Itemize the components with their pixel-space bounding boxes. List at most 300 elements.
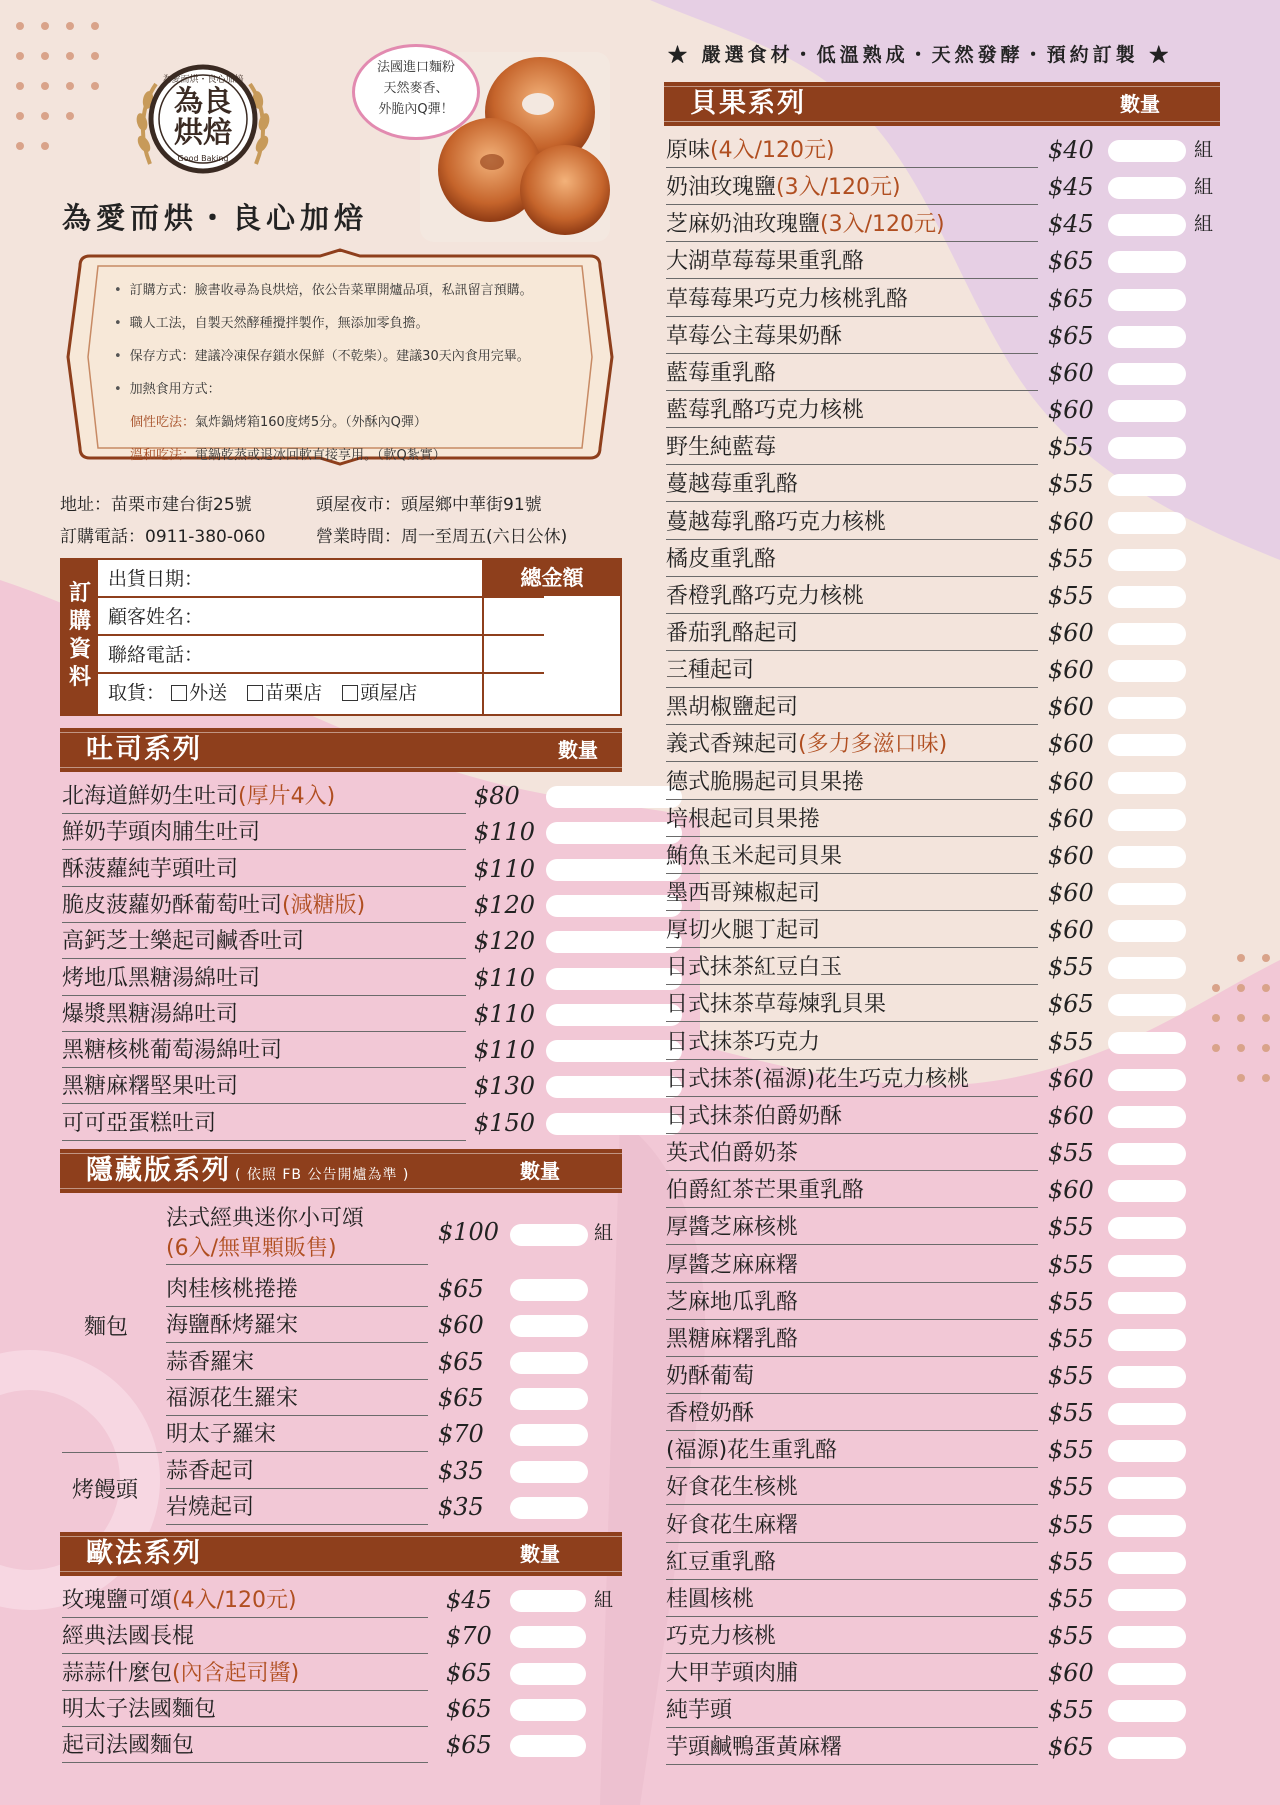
item-name-text: 蔓越莓乳酪巧克力核桃 xyxy=(666,509,887,535)
item-name xyxy=(666,1731,1038,1765)
menu-item-row xyxy=(666,1731,1226,1764)
menu-item-row xyxy=(666,357,1226,390)
item-name xyxy=(666,506,1038,540)
quantity-input[interactable] xyxy=(1108,1329,1186,1351)
item-name xyxy=(62,1034,466,1068)
option-label: 苗栗店 xyxy=(265,682,323,704)
quantity-input[interactable] xyxy=(510,1497,588,1519)
notice-text xyxy=(114,274,584,472)
quantity-input[interactable] xyxy=(1108,846,1186,868)
item-price: $60 xyxy=(1048,618,1094,647)
item-name-text: 經典法國長棍 xyxy=(62,1624,195,1650)
quantity-input[interactable] xyxy=(546,1076,682,1098)
qty-label: 數量 xyxy=(520,1159,560,1183)
quantity-input[interactable] xyxy=(510,1224,588,1246)
menu-item-row xyxy=(62,853,622,886)
menu-item-row xyxy=(666,951,1226,984)
item-name-text: 好食花生麻糬 xyxy=(666,1512,799,1538)
quantity-input[interactable] xyxy=(1108,140,1186,162)
item-name-text: 義式香辣起司 xyxy=(666,732,799,758)
section-title-text: 隱藏版系列 xyxy=(86,1155,231,1186)
logo-line-2: 烘焙 xyxy=(173,115,232,149)
menu-item-row xyxy=(666,728,1226,761)
quantity-input[interactable] xyxy=(546,786,682,808)
item-name-text: 日式抹茶巧克力 xyxy=(666,1029,821,1055)
quantity-input[interactable] xyxy=(1108,809,1186,831)
menu-item-row xyxy=(666,766,1226,799)
item-name xyxy=(62,1729,428,1763)
item-name-text: 明太子羅宋 xyxy=(166,1422,277,1448)
menu-item-row xyxy=(62,780,622,813)
quantity-input[interactable] xyxy=(546,968,682,990)
item-name-text: 番茄乳酪起司 xyxy=(666,620,799,646)
option-touwu-store[interactable] xyxy=(342,682,417,704)
menu-item-row xyxy=(166,1273,622,1306)
item-name xyxy=(166,1273,428,1307)
business-hours: 營業時間：周一至周五(六日公休) xyxy=(316,527,568,547)
item-name-text: 海鹽酥烤羅宋 xyxy=(166,1313,299,1339)
item-name xyxy=(666,1026,1038,1060)
menu-item-row xyxy=(166,1418,622,1451)
quantity-input[interactable] xyxy=(546,822,682,844)
item-name-text: 岩燒起司 xyxy=(166,1494,255,1520)
item-name xyxy=(666,1434,1038,1468)
item-price: $150 xyxy=(474,1108,536,1137)
item-name xyxy=(666,654,1038,688)
contact-phone-field[interactable]: 聯絡電話： xyxy=(98,636,544,674)
ship-date-field[interactable]: 出貨日期： xyxy=(98,560,544,598)
item-name-text: 奶酥葡萄 xyxy=(666,1363,755,1389)
section-euro-header xyxy=(60,1532,622,1576)
item-name xyxy=(666,394,1038,428)
quantity-input[interactable] xyxy=(546,1004,682,1026)
quantity-input[interactable] xyxy=(1108,623,1186,645)
menu-item-row xyxy=(666,1360,1226,1393)
item-name xyxy=(62,1620,428,1654)
item-name-text: 日式抹茶(福源)花生巧克力核桃 xyxy=(666,1066,970,1092)
item-name-text: 香橙奶酥 xyxy=(666,1401,755,1427)
menu-item-row xyxy=(62,1693,622,1726)
menu-item-row xyxy=(166,1455,622,1488)
item-price: $55 xyxy=(1048,470,1094,499)
item-price: $65 xyxy=(1048,247,1094,276)
menu-item-row xyxy=(62,925,622,958)
menu-item-row xyxy=(166,1382,622,1415)
item-price: $55 xyxy=(1048,1584,1094,1613)
quantity-input[interactable] xyxy=(1108,251,1186,273)
item-name-text: 北海道鮮奶生吐司 xyxy=(62,784,239,809)
item-price: $55 xyxy=(1048,1287,1094,1316)
menu-item-row xyxy=(666,1137,1226,1170)
menu-item-row xyxy=(666,1026,1226,1059)
menu-item-row xyxy=(666,580,1226,613)
menu-item-row xyxy=(666,245,1226,278)
menu-item-row xyxy=(666,1434,1226,1467)
item-name-text: 野生純藍莓 xyxy=(666,435,777,461)
quantity-input[interactable] xyxy=(510,1626,586,1648)
quantity-input[interactable] xyxy=(1108,1552,1186,1574)
item-name-text: 明太子法國麵包 xyxy=(62,1696,217,1722)
item-price: $60 xyxy=(1048,804,1094,833)
checkbox-icon[interactable] xyxy=(342,685,358,701)
menu-item-row xyxy=(666,171,1226,204)
quantity-input[interactable] xyxy=(546,931,682,953)
item-name-text: 芋頭鹹鴨蛋黃麻糬 xyxy=(666,1735,843,1761)
item-name-text: 芝麻地瓜乳酪 xyxy=(666,1289,799,1315)
item-price: $60 xyxy=(1048,879,1094,907)
menu-item-row xyxy=(666,617,1226,650)
quantity-input[interactable] xyxy=(546,1113,682,1135)
qty-label: 數量 xyxy=(1120,92,1160,116)
menu-item-row xyxy=(62,1584,622,1617)
item-price: $45 xyxy=(1048,173,1094,202)
item-price: $65 xyxy=(438,1383,484,1412)
menu-item-row xyxy=(666,1694,1226,1727)
item-price: $110 xyxy=(474,963,536,992)
option-miaoli-store[interactable] xyxy=(247,682,322,704)
item-name-text: 英式伯爵奶茶 xyxy=(666,1141,799,1167)
item-name-text: 草莓公主莓果奶酥 xyxy=(666,323,843,349)
menu-item-row xyxy=(666,1100,1226,1133)
menu-item-row xyxy=(666,468,1226,501)
quantity-input[interactable] xyxy=(510,1735,586,1757)
quantity-input[interactable] xyxy=(1108,697,1186,719)
item-name xyxy=(62,962,466,996)
item-name xyxy=(666,1620,1038,1654)
pickup-label: 取貨： xyxy=(108,682,166,704)
menu-item-row xyxy=(666,431,1226,464)
quantity-input[interactable] xyxy=(546,1040,682,1062)
item-name xyxy=(666,1063,1038,1097)
quantity-input[interactable] xyxy=(1108,1217,1186,1239)
menu-item-row xyxy=(166,1491,622,1524)
quantity-input[interactable] xyxy=(1108,920,1186,942)
item-name-text: 鮪魚玉米起司貝果 xyxy=(666,843,843,869)
item-name-text: 黑糖麻糬堅果吐司 xyxy=(62,1074,239,1100)
item-name xyxy=(666,803,1038,837)
item-name xyxy=(666,468,1038,502)
item-name xyxy=(666,357,1038,391)
quantity-input[interactable] xyxy=(1108,994,1186,1016)
item-price: $60 xyxy=(1048,916,1094,945)
item-price: $55 xyxy=(1048,1213,1094,1242)
menu-item-row xyxy=(62,1107,622,1140)
quantity-input[interactable] xyxy=(1108,957,1186,979)
quantity-input[interactable] xyxy=(1108,1255,1186,1277)
unit-label: 組 xyxy=(594,1222,614,1244)
item-name-text: 草莓莓果巧克力核桃乳酪 xyxy=(666,286,909,312)
menu-item-row xyxy=(666,803,1226,836)
item-name xyxy=(62,925,466,959)
qty-label: 數量 xyxy=(520,1542,560,1566)
item-name-text: 純芋頭 xyxy=(666,1698,733,1724)
item-extra-text: (4入/120元) xyxy=(710,138,835,163)
item-extra-text: (6入/無單顆販售) xyxy=(166,1236,337,1261)
group-label-bread: 麵包 xyxy=(84,1315,129,1340)
menu-item-row xyxy=(666,506,1226,539)
item-price: $35 xyxy=(438,1492,484,1521)
item-price: $45 xyxy=(1048,210,1094,239)
menu-item-row xyxy=(62,962,622,995)
item-name xyxy=(666,840,1038,874)
item-name xyxy=(666,1360,1038,1394)
item-name-text: 玫瑰鹽可頌 xyxy=(62,1588,173,1613)
item-price: $60 xyxy=(1048,841,1094,870)
notice-sub-label: 個性吃法： xyxy=(130,415,196,430)
notice-sub-label: 溫和吃法： xyxy=(130,448,196,463)
menu-item-row xyxy=(666,1471,1226,1504)
item-name-text: 黑糖麻糬乳酪 xyxy=(666,1326,799,1352)
quantity-input[interactable] xyxy=(1108,883,1186,905)
quantity-input[interactable] xyxy=(510,1590,586,1612)
item-price: $55 xyxy=(1048,1361,1094,1390)
menu-item-row xyxy=(666,1323,1226,1356)
order-form xyxy=(60,558,622,716)
item-price: $55 xyxy=(1048,1250,1094,1279)
item-price: $55 xyxy=(1048,1027,1094,1056)
order-label-char: 購 xyxy=(68,609,91,634)
item-price: $70 xyxy=(446,1622,492,1651)
quantity-input[interactable] xyxy=(1108,214,1186,236)
item-name xyxy=(666,988,1038,1022)
item-price: $60 xyxy=(438,1311,484,1340)
quantity-input[interactable] xyxy=(1108,474,1186,496)
menu-item-row xyxy=(666,1546,1226,1579)
quantity-input[interactable] xyxy=(1108,1589,1186,1611)
item-name xyxy=(666,171,1038,205)
quantity-input[interactable] xyxy=(1108,289,1186,311)
item-name-text: 紅豆重乳酪 xyxy=(666,1549,777,1575)
menu-item-row xyxy=(666,1286,1226,1319)
bubble-line-3: 外脆內Q彈！ xyxy=(378,102,454,117)
quantity-input[interactable] xyxy=(1108,1663,1186,1685)
item-price: $110 xyxy=(474,1036,536,1065)
item-price: $70 xyxy=(438,1420,484,1449)
quantity-input[interactable] xyxy=(1108,1069,1186,1091)
unit-label: 組 xyxy=(594,1589,614,1611)
quantity-input[interactable] xyxy=(510,1315,588,1337)
quantity-input[interactable] xyxy=(546,895,682,917)
item-name-text: 脆皮菠蘿奶酥葡萄吐司 xyxy=(62,892,283,918)
item-name xyxy=(666,320,1038,354)
item-price: $55 xyxy=(1048,581,1094,610)
item-name-text: 可可亞蛋糕吐司 xyxy=(62,1110,217,1136)
item-name xyxy=(166,1382,428,1416)
total-amount-label: 總金額 xyxy=(484,560,620,596)
item-name xyxy=(666,1471,1038,1505)
quantity-input[interactable] xyxy=(1108,1440,1186,1462)
item-name xyxy=(62,1584,428,1618)
menu-item-row xyxy=(666,1583,1226,1616)
item-price: $55 xyxy=(1048,1399,1094,1428)
quantity-input[interactable] xyxy=(1108,1292,1186,1314)
quantity-input[interactable] xyxy=(1108,586,1186,608)
order-label-char: 訂 xyxy=(68,581,91,606)
item-price: $40 xyxy=(1048,136,1094,164)
quantity-input[interactable] xyxy=(1108,1180,1186,1202)
quantity-input[interactable] xyxy=(1108,437,1186,459)
quantity-input[interactable] xyxy=(1108,660,1186,682)
logo-en-text: Good Baking xyxy=(177,154,229,163)
item-extra-text: (內含起司醬) xyxy=(172,1660,300,1686)
quantity-input[interactable] xyxy=(1108,400,1186,422)
menu-item-row xyxy=(666,1249,1226,1282)
menu-item-row xyxy=(62,1034,622,1067)
item-price: $55 xyxy=(1048,1622,1094,1650)
item-name-text: 起司法國麵包 xyxy=(62,1733,195,1759)
notice-item-2: • 職人工法，自製天然酵種攪拌製作，無添加零負擔。 xyxy=(114,307,584,340)
quantity-input[interactable] xyxy=(1108,734,1186,756)
item-name-text: 大湖草莓莓果重乳酪 xyxy=(666,249,865,275)
item-name-text: 蒜香起司 xyxy=(166,1458,255,1484)
section-title: 貝果系列 xyxy=(690,88,806,119)
item-name xyxy=(666,877,1038,911)
section-title xyxy=(86,1149,409,1197)
item-name xyxy=(62,998,466,1032)
item-name xyxy=(666,914,1038,948)
item-name-text: 黑胡椒鹽起司 xyxy=(666,695,799,721)
section-title: 歐法系列 xyxy=(86,1538,202,1569)
quantity-input[interactable] xyxy=(1108,1106,1186,1128)
item-name xyxy=(666,728,1038,762)
quantity-input[interactable] xyxy=(1108,326,1186,348)
item-name-text: 奶油玫瑰鹽 xyxy=(666,175,777,201)
order-form-label xyxy=(62,560,98,714)
item-price: $60 xyxy=(1048,358,1094,387)
item-price: $60 xyxy=(1048,1176,1094,1205)
quantity-input[interactable] xyxy=(1108,512,1186,534)
customer-name-field[interactable]: 顧客姓名： xyxy=(98,598,544,636)
item-price: $55 xyxy=(1048,544,1094,573)
item-price: $65 xyxy=(438,1275,484,1303)
quantity-input[interactable] xyxy=(1108,1626,1186,1648)
item-price: $60 xyxy=(1048,730,1094,759)
quantity-input[interactable] xyxy=(1108,1737,1186,1759)
item-price: $35 xyxy=(438,1456,484,1485)
item-price: $80 xyxy=(474,782,520,810)
item-name-text: 烤地瓜黑糖湯綿吐司 xyxy=(62,965,261,991)
item-price: $45 xyxy=(446,1586,492,1614)
quantity-input[interactable] xyxy=(510,1279,588,1301)
menu-item-row xyxy=(166,1346,622,1379)
quantity-input[interactable] xyxy=(1108,772,1186,794)
item-name-text: 爆漿黑糖湯綿吐司 xyxy=(62,1001,239,1027)
item-price: $65 xyxy=(446,1658,492,1687)
item-name-text: 藍莓乳酪巧克力核桃 xyxy=(666,398,865,424)
item-name-text: 好食花生核桃 xyxy=(666,1475,799,1501)
slogan: 為愛而烘・良心加焙 xyxy=(62,201,369,235)
item-price: $65 xyxy=(446,1731,492,1760)
menu-item-row xyxy=(666,914,1226,947)
menu-item-row xyxy=(666,654,1226,687)
total-amount-box[interactable] xyxy=(482,560,620,714)
menu-item-row xyxy=(166,1309,622,1342)
item-price: $60 xyxy=(1048,1064,1094,1093)
quantity-input[interactable] xyxy=(1108,363,1186,385)
option-label: 頭屋店 xyxy=(360,682,418,704)
item-name-text: 德式脆腸起司貝果捲 xyxy=(666,769,865,795)
checkbox-icon[interactable] xyxy=(171,685,187,701)
quantity-input[interactable] xyxy=(1108,1403,1186,1425)
item-name xyxy=(62,1107,466,1141)
quantity-input[interactable] xyxy=(510,1352,588,1374)
menu-item-row xyxy=(62,1620,622,1653)
menu-item-row xyxy=(666,543,1226,576)
item-name xyxy=(666,1211,1038,1245)
quantity-input[interactable] xyxy=(546,859,682,881)
item-name-text: 桂圓核桃 xyxy=(666,1586,755,1612)
menu-item-row xyxy=(62,889,622,922)
item-extra-text: (3入/120元) xyxy=(820,212,945,238)
item-price: $55 xyxy=(1048,1473,1094,1502)
checkbox-icon[interactable] xyxy=(247,685,263,701)
quantity-input[interactable] xyxy=(510,1388,588,1410)
quantity-input[interactable] xyxy=(510,1699,586,1721)
menu-item-row xyxy=(166,1204,622,1270)
menu-item-row xyxy=(666,840,1226,873)
item-name-text: 厚醬芝麻核桃 xyxy=(666,1215,799,1241)
quantity-input[interactable] xyxy=(1108,549,1186,571)
menu-item-row xyxy=(666,208,1226,241)
item-name-text: 厚醬芝麻麻糬 xyxy=(666,1252,799,1278)
quantity-input[interactable] xyxy=(1108,1143,1186,1165)
item-price: $130 xyxy=(474,1072,536,1101)
quantity-input[interactable] xyxy=(1108,1515,1186,1537)
item-name xyxy=(62,780,466,814)
item-name xyxy=(166,1491,428,1525)
item-price: $55 xyxy=(1048,953,1094,982)
notice-sub-text: 氣炸鍋烤箱160度烤5分。（外酥內Q彈） xyxy=(195,415,427,430)
menu-item-row xyxy=(666,1620,1226,1653)
order-phone: 訂購電話：0911-380-060 xyxy=(60,527,266,547)
unit-label: 組 xyxy=(1194,213,1214,236)
order-label-char: 資 xyxy=(68,637,91,662)
quantity-input[interactable] xyxy=(1108,1477,1186,1499)
quantity-input[interactable] xyxy=(510,1461,588,1483)
item-name xyxy=(666,283,1038,317)
quantity-input[interactable] xyxy=(510,1663,586,1685)
unit-label: 組 xyxy=(1194,176,1214,199)
item-price: $55 xyxy=(1048,1436,1094,1465)
menu-item-row xyxy=(62,998,622,1031)
item-name-text: 酥菠蘿純芋頭吐司 xyxy=(62,856,239,882)
item-price: $100 xyxy=(438,1218,500,1246)
quantity-input[interactable] xyxy=(1108,177,1186,199)
item-name xyxy=(62,889,466,923)
item-name-text: 原味 xyxy=(666,138,711,163)
quantity-input[interactable] xyxy=(510,1424,588,1446)
item-name xyxy=(666,1583,1038,1617)
option-delivery[interactable] xyxy=(171,682,227,704)
quantity-input[interactable] xyxy=(1108,1700,1186,1722)
quantity-input[interactable] xyxy=(1108,1032,1186,1054)
notice-board xyxy=(60,248,620,466)
menu-item-row xyxy=(666,1397,1226,1430)
item-name-text: 藍莓重乳酪 xyxy=(666,360,777,386)
item-name xyxy=(666,1323,1038,1357)
item-name xyxy=(666,245,1038,279)
menu-item-row xyxy=(666,1211,1226,1244)
notice-item-4: • 加熱食用方式： xyxy=(114,373,584,406)
quantity-input[interactable] xyxy=(1108,1366,1186,1388)
section-bagel-header xyxy=(664,82,1220,126)
item-extra-text: (減糖版) xyxy=(282,892,366,918)
item-name xyxy=(666,1397,1038,1431)
item-name-text: 巧克力核桃 xyxy=(666,1624,777,1649)
item-name xyxy=(166,1204,428,1265)
address: 地址：苗栗市建台街25號 xyxy=(60,495,252,515)
item-extra-text: (4入/120元) xyxy=(172,1588,297,1613)
